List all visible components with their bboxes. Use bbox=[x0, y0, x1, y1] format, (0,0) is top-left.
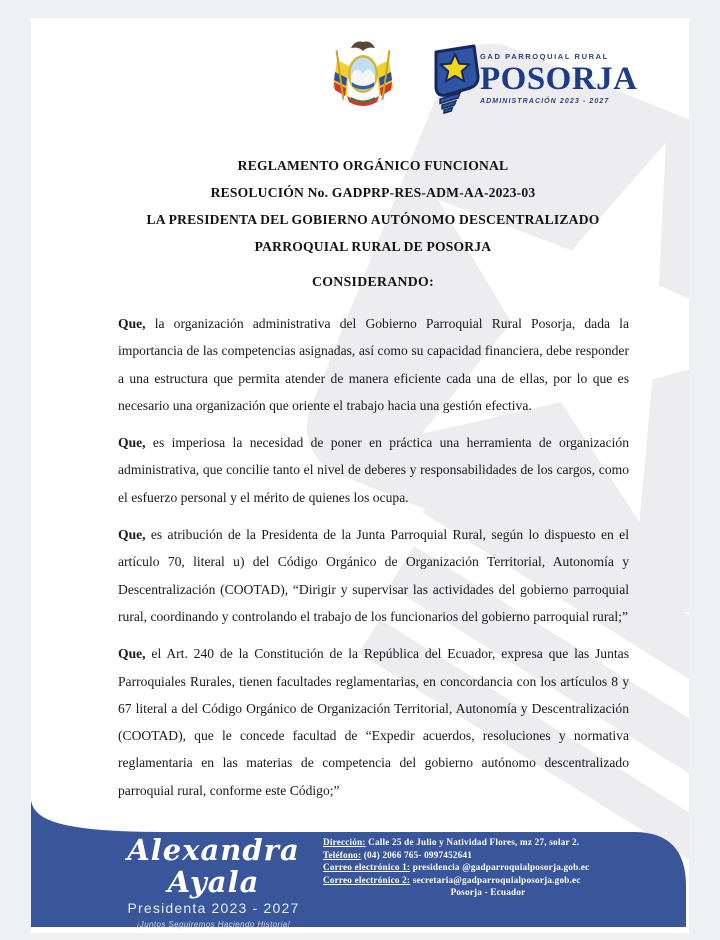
contact-block bbox=[323, 836, 653, 899]
title-line-1: REGLAMENTO ORGÁNICO FUNCIONAL bbox=[237, 158, 509, 173]
considerando-paragraph-1 bbox=[118, 310, 629, 419]
que-lead: Que, bbox=[118, 527, 146, 543]
document-page bbox=[31, 18, 689, 933]
paragraph-text: es atribución de la Presidenta de la Junta Parroquial Rural, según lo dispuesto en el artículo 70, literal u) del Código Orgánico de Organización Territorial, Autonomía y Descentralización (COOTAD), “Dirigir y supervisar las actividades del gobierno parroquial rural, coordinando y controlando el trabajo de los funcionarios del gobierno parroquial rural;” bbox=[118, 527, 629, 624]
signature-tagline: ¡Juntos Seguiremos Haciendo Historia! bbox=[136, 920, 291, 929]
footer-band bbox=[31, 800, 686, 927]
location-text: Posorja - Ecuador bbox=[450, 887, 526, 898]
que-lead: Que, bbox=[118, 316, 146, 331]
contact-value: presidencia @gadparroquialposorja.gob.ec bbox=[410, 862, 590, 873]
contact-value: secretaria@gadparroquialposorja.gob.ec bbox=[410, 874, 581, 885]
logo-gad-line: GAD PARROQUIAL RURAL bbox=[480, 52, 609, 61]
signature-name: Alexandra Ayala bbox=[127, 833, 300, 899]
logo-posorja-name: POSORJA bbox=[480, 61, 638, 97]
contact-line-email-2 bbox=[323, 874, 653, 887]
posorja-logo bbox=[430, 44, 638, 114]
title-line-3: LA PRESIDENTA DEL GOBIERNO AUTÓNOMO DESCENTRALIZADO bbox=[146, 212, 600, 227]
considerando-paragraph-3 bbox=[118, 521, 629, 630]
contact-line-phone bbox=[323, 849, 653, 862]
considerando-paragraph-4 bbox=[118, 640, 629, 804]
signature-role: Presidenta 2023 - 2027 bbox=[127, 900, 300, 916]
title-line-2: RESOLUCIÓN No. GADPRP-RES-ADM-AA-2023-03 bbox=[210, 185, 536, 200]
contact-line-email-1 bbox=[323, 861, 653, 874]
contact-label: Correo electrónico 2: bbox=[323, 874, 411, 885]
contact-label: Correo electrónico 1: bbox=[323, 862, 411, 873]
contact-label: Teléfono: bbox=[323, 849, 362, 860]
posorja-shield-icon bbox=[430, 44, 482, 114]
document-body bbox=[118, 310, 629, 814]
logo-administration-line: ADMINISTRACIÓN 2023 - 2027 bbox=[480, 98, 610, 105]
title-line-4: PARROQUIAL RURAL DE POSORJA bbox=[254, 239, 492, 254]
paragraph-text: es imperiosa la necesidad de poner en práctica una herramienta de organización administrativa, que concilie tanto el nivel de deberes y responsabilidades de los cargos, como el esfuerzo personal y el mérito de quienes los ocupa. bbox=[118, 435, 629, 505]
ecuador-coat-of-arms-icon bbox=[331, 38, 395, 112]
section-heading: CONSIDERANDO: bbox=[312, 274, 434, 289]
contact-line-address bbox=[323, 836, 653, 849]
paragraph-text: la organización administrativa del Gobierno Parroquial Rural Posorja, dada la importancia de las competencias asignadas, así como su capacidad financiera, debe responder a una estructura que permita atender de manera eficiente cada una de ellas, por lo que es necesario una organización que oriente el trabajo hacia una gestión efectiva. bbox=[118, 316, 629, 413]
que-lead: Que, bbox=[118, 435, 146, 451]
document-title-block bbox=[118, 152, 628, 260]
paragraph-text: el Art. 240 de la Constitución de la República del Ecuador, expresa que las Juntas Parroquiales Rurales, tienen facultades reglamentarias, en concordancia con los artículos 8 y 67 literal a del Código Orgánico de Organización Territorial, Autonomía y Descentralización (COOTAD), que le concede facultad de “Expedir acuerdos, resoluciones y normativa reglamentaria en las materias de competencia del gobierno autónomo descentralizado parroquial rural, conforme este Código;” bbox=[118, 646, 629, 798]
signature-block bbox=[81, 834, 346, 929]
contact-value: (04) 2066 765- 0997452641 bbox=[361, 849, 473, 860]
considerando-paragraph-2 bbox=[118, 429, 629, 511]
contact-value: Calle 25 de Julio y Natividad Flores, mz 27, solar 2. bbox=[365, 837, 580, 847]
contact-label: Dirección: bbox=[323, 837, 366, 847]
que-lead: Que, bbox=[118, 646, 146, 662]
